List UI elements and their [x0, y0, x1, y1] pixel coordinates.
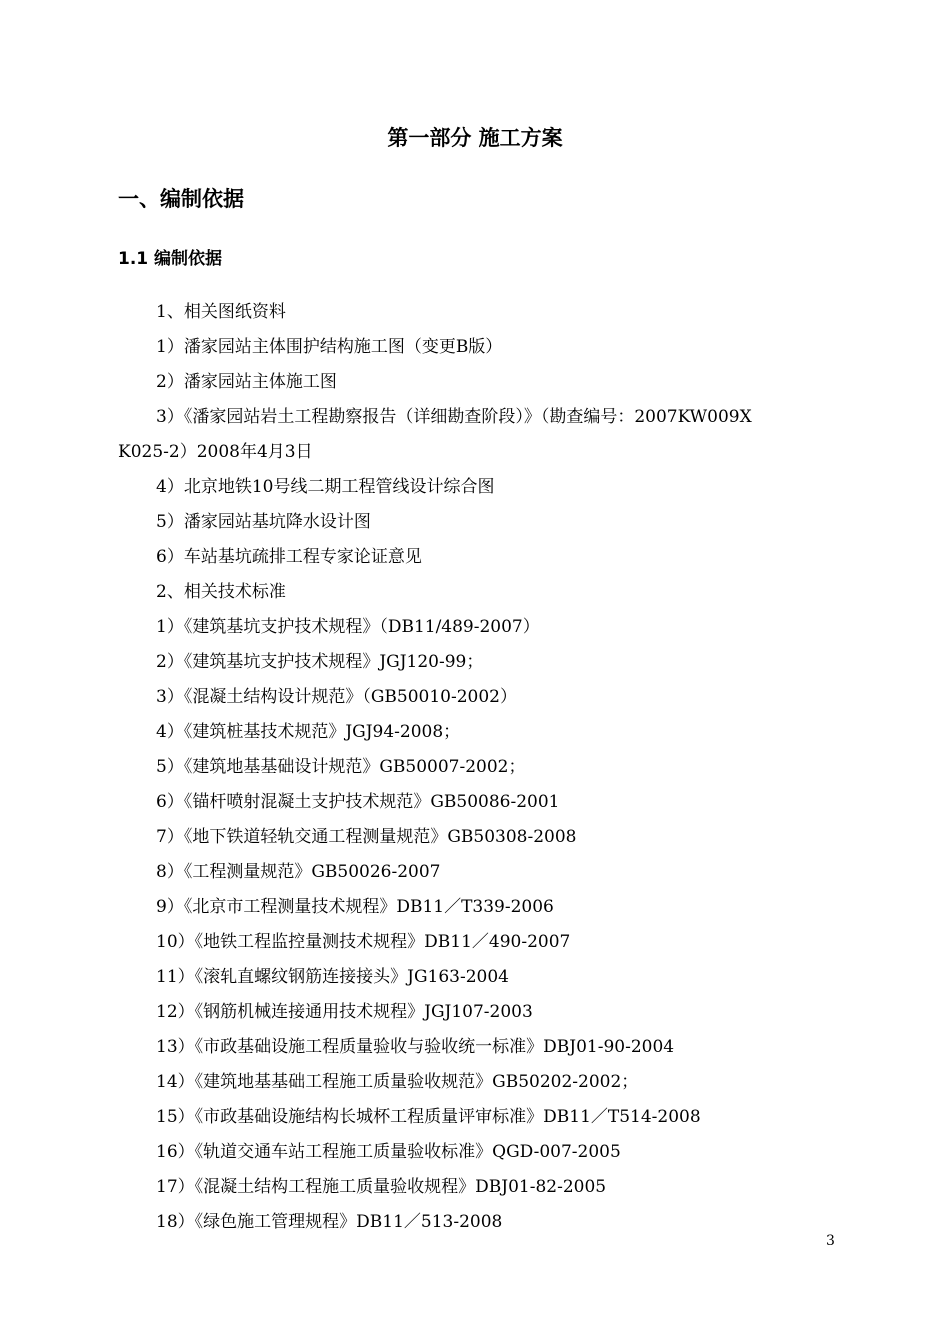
- text-line: 5）潘家园站基坑降水设计图: [156, 512, 371, 532]
- text-line: 2）《建筑基坑支护技术规程》JGJ120-99；: [156, 652, 484, 672]
- text-line: 12）《钢筋机械连接通用技术规程》JGJ107-2003: [156, 1002, 533, 1022]
- section-heading: 一、编制依据: [118, 187, 244, 211]
- text-line: 15）《市政基础设施结构长城杯工程质量评审标准》DB11／T514-2008: [156, 1107, 701, 1127]
- text-line: 4）北京地铁10号线二期工程管线设计综合图: [156, 477, 495, 497]
- text-line-continuation: K025-2）2008年4月3日: [118, 442, 313, 462]
- text-line: 1）《建筑基坑支护技术规程》（DB11/489-2007）: [156, 617, 540, 637]
- text-line: 3）《混凝土结构设计规范》（GB50010-2002）: [156, 687, 517, 707]
- text-line: 5）《建筑地基基础设计规范》GB50007-2002；: [156, 757, 526, 777]
- text-line: 2、相关技术标准: [156, 582, 286, 602]
- page-title: 第一部分 施工方案: [387, 126, 563, 150]
- text-line: 7）《地下铁道轻轨交通工程测量规范》GB50308-2008: [156, 827, 577, 847]
- text-line: 1、相关图纸资料: [156, 302, 286, 322]
- page-number: 3: [826, 1233, 835, 1249]
- text-line: 18）《绿色施工管理规程》DB11／513-2008: [156, 1212, 503, 1232]
- text-line: 2）潘家园站主体施工图: [156, 372, 337, 392]
- subsection-heading: 1.1 编制依据: [118, 249, 223, 269]
- text-line: 8）《工程测量规范》GB50026-2007: [156, 862, 441, 882]
- text-line: 11）《滚轧直螺纹钢筋连接接头》JG163-2004: [156, 967, 509, 987]
- text-line: 14）《建筑地基基础工程施工质量验收规范》GB50202-2002；: [156, 1072, 639, 1092]
- text-line: 9）《北京市工程测量技术规程》DB11／T339-2006: [156, 897, 554, 917]
- text-line: 13）《市政基础设施工程质量验收与验收统一标准》DBJ01-90-2004: [156, 1037, 675, 1057]
- text-line: 6）车站基坑疏排工程专家论证意见: [156, 547, 422, 567]
- text-line: 16）《轨道交通车站工程施工质量验收标准》QGD-007-2005: [156, 1142, 621, 1162]
- text-line: 6）《锚杆喷射混凝土支护技术规范》GB50086-2001: [156, 792, 560, 812]
- text-line: 10）《地铁工程监控量测技术规程》DB11／490-2007: [156, 932, 571, 952]
- text-line: 17）《混凝土结构工程施工质量验收规程》DBJ01-82-2005: [156, 1177, 607, 1197]
- text-line: 4）《建筑桩基技术规范》JGJ94-2008；: [156, 722, 461, 742]
- text-line: 3）《潘家园站岩土工程勘察报告（详细勘查阶段）》（勘查编号：2007KW009X: [156, 407, 752, 427]
- text-line: 1）潘家园站主体围护结构施工图（变更B版）: [156, 337, 503, 357]
